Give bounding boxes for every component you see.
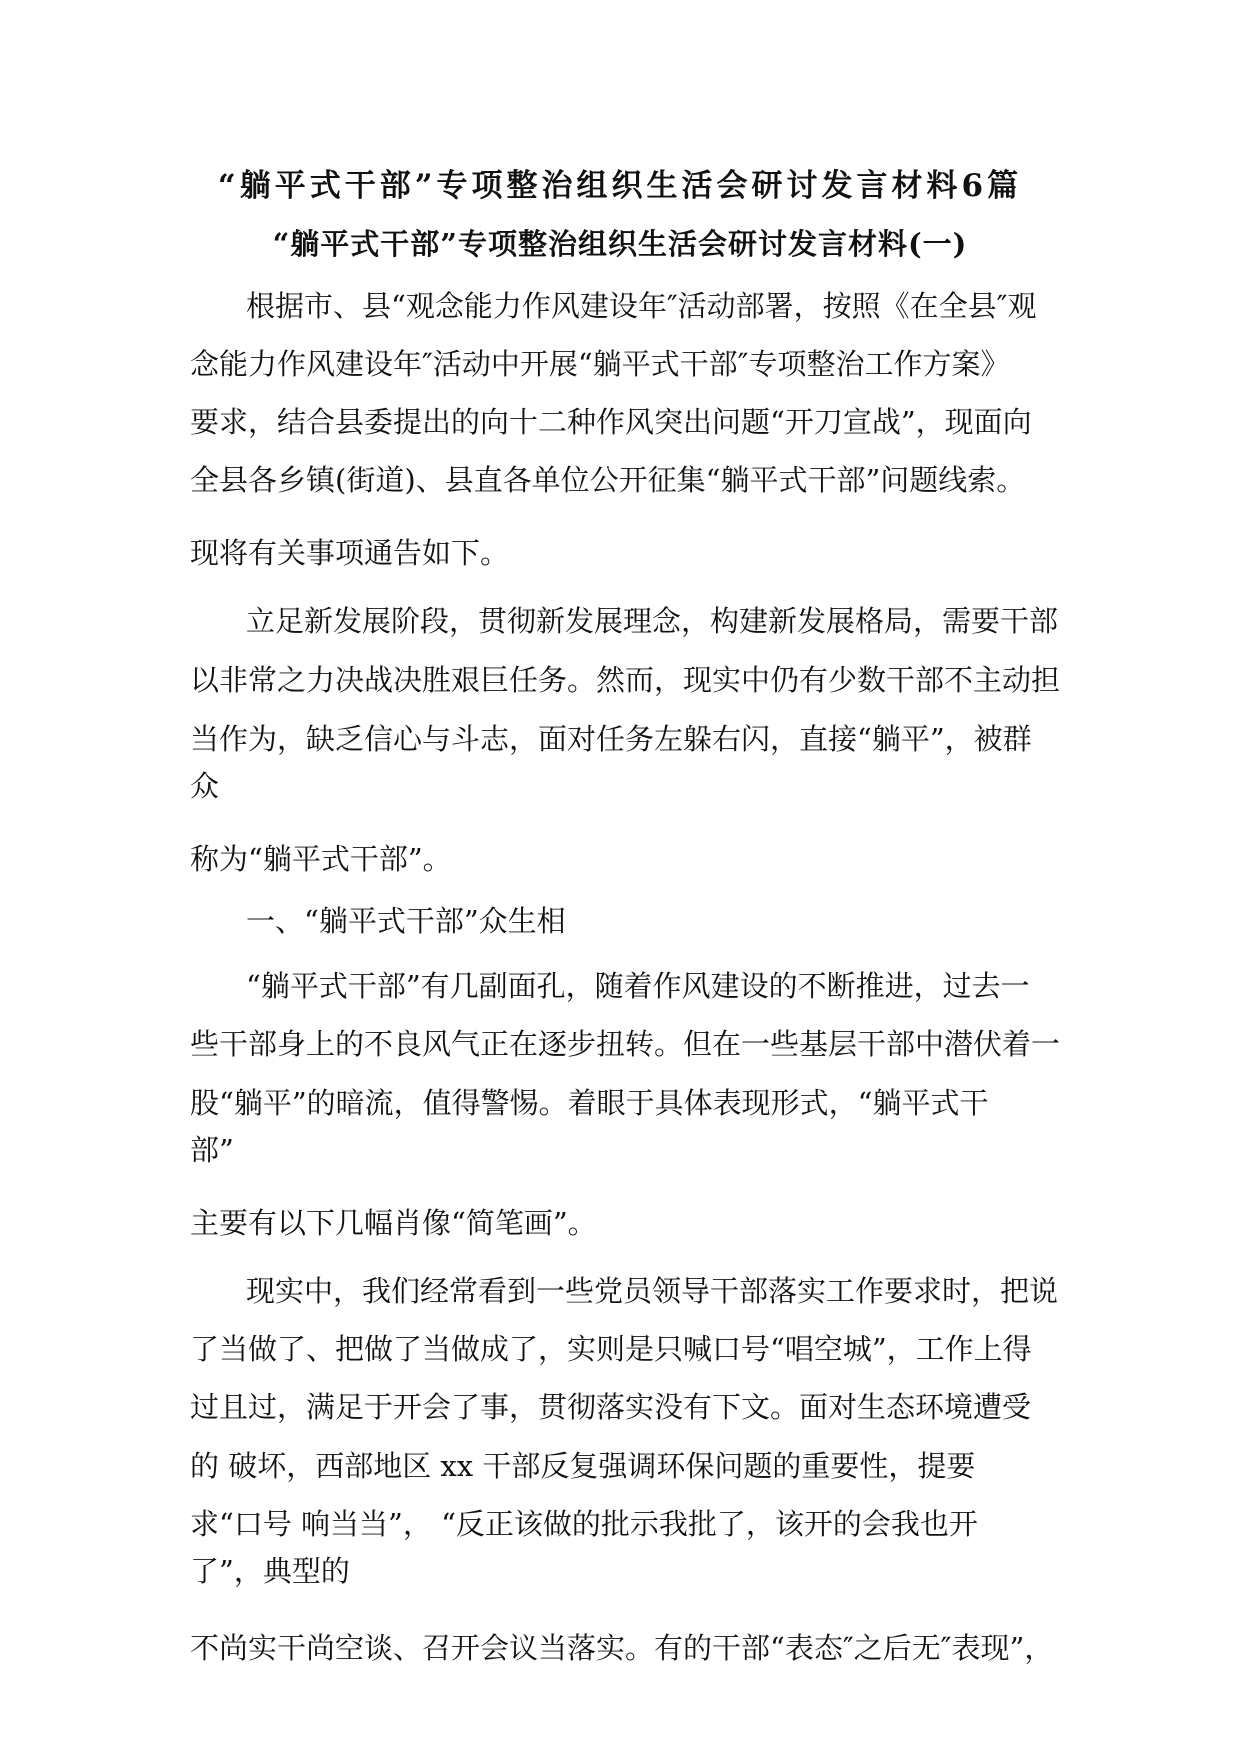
paragraph-line: 股“躺平”的暗流，值得警惕。着眼于具体表现形式，“躺平式干	[190, 1086, 989, 1120]
paragraph-line: 部”	[190, 1133, 234, 1167]
paragraph-line: 过且过，满足于开会了事，贯彻落实没有下文。面对生态环境遭受	[190, 1390, 1032, 1424]
paragraph-line: “躺平式干部”有几副面孔，随着作风建设的不断推进，过去一	[246, 969, 1030, 1003]
paragraph-line: 当作为，缺乏信心与斗志，面对任务左躲右闪，直接“躺平”，被群	[190, 722, 1032, 756]
paragraph-line: 全县各乡镇(街道)、县直各单位公开征集“躺平式干部”问题线索。	[190, 463, 1026, 497]
paragraph-line: 现将有关事项通告如下。	[190, 536, 510, 570]
paragraph-line: 些干部身上的不良风气正在逐步扭转。但在一些基层干部中潜伏着一	[190, 1027, 1061, 1061]
paragraph-line: 主要有以下几幅肖像“简笔画”。	[190, 1206, 597, 1240]
paragraph-line: 称为“躺平式干部”。	[190, 842, 452, 876]
paragraph-line: 的 破坏，西部地区 xx 干部反复强调环保问题的重要性，提要	[190, 1449, 976, 1483]
paragraph-line: 现实中，我们经常看到一些党员领导干部落实工作要求时，把说	[246, 1274, 1059, 1308]
paragraph-line: 了”，典型的	[190, 1554, 350, 1588]
paragraph-line: 众	[190, 769, 220, 803]
paragraph-line: 求“口号 响当当”， “反正该做的批示我批了，该开的会我也开	[190, 1507, 978, 1541]
paragraph-line: 不尚实干尚空谈、召开会议当落实。有的干部“表态″之后无″表现”，	[190, 1631, 1054, 1665]
paragraph-line: 要求，结合县委提出的向十二种作风突出问题“开刀宣战”，现面向	[190, 405, 1032, 439]
document-subtitle: “躺平式干部”专项整治组织生活会研讨发言材料(一)	[272, 227, 968, 261]
paragraph-line: 念能力作风建设年″活动中开展“躺平式干部″专项整治工作方案》	[190, 347, 1010, 381]
paragraph-line: 以非常之力决战决胜艰巨任务。然而，现实中仍有少数干部不主动担	[190, 663, 1061, 697]
paragraph-line: 立足新发展阶段，贯彻新发展理念，构建新发展格局，需要干部	[246, 604, 1059, 638]
document-title: “躺平式干部”专项整治组织生活会研讨发言材料6篇	[217, 168, 1023, 204]
paragraph-line: 根据市、县“观念能力作风建设年″活动部署，按照《在全县″观	[246, 289, 1037, 323]
paragraph-line: 了当做了、把做了当做成了，实则是只喊口号“唱空城”，工作上得	[190, 1332, 1032, 1366]
section-heading: 一、“躺平式干部”众生相	[246, 904, 566, 938]
